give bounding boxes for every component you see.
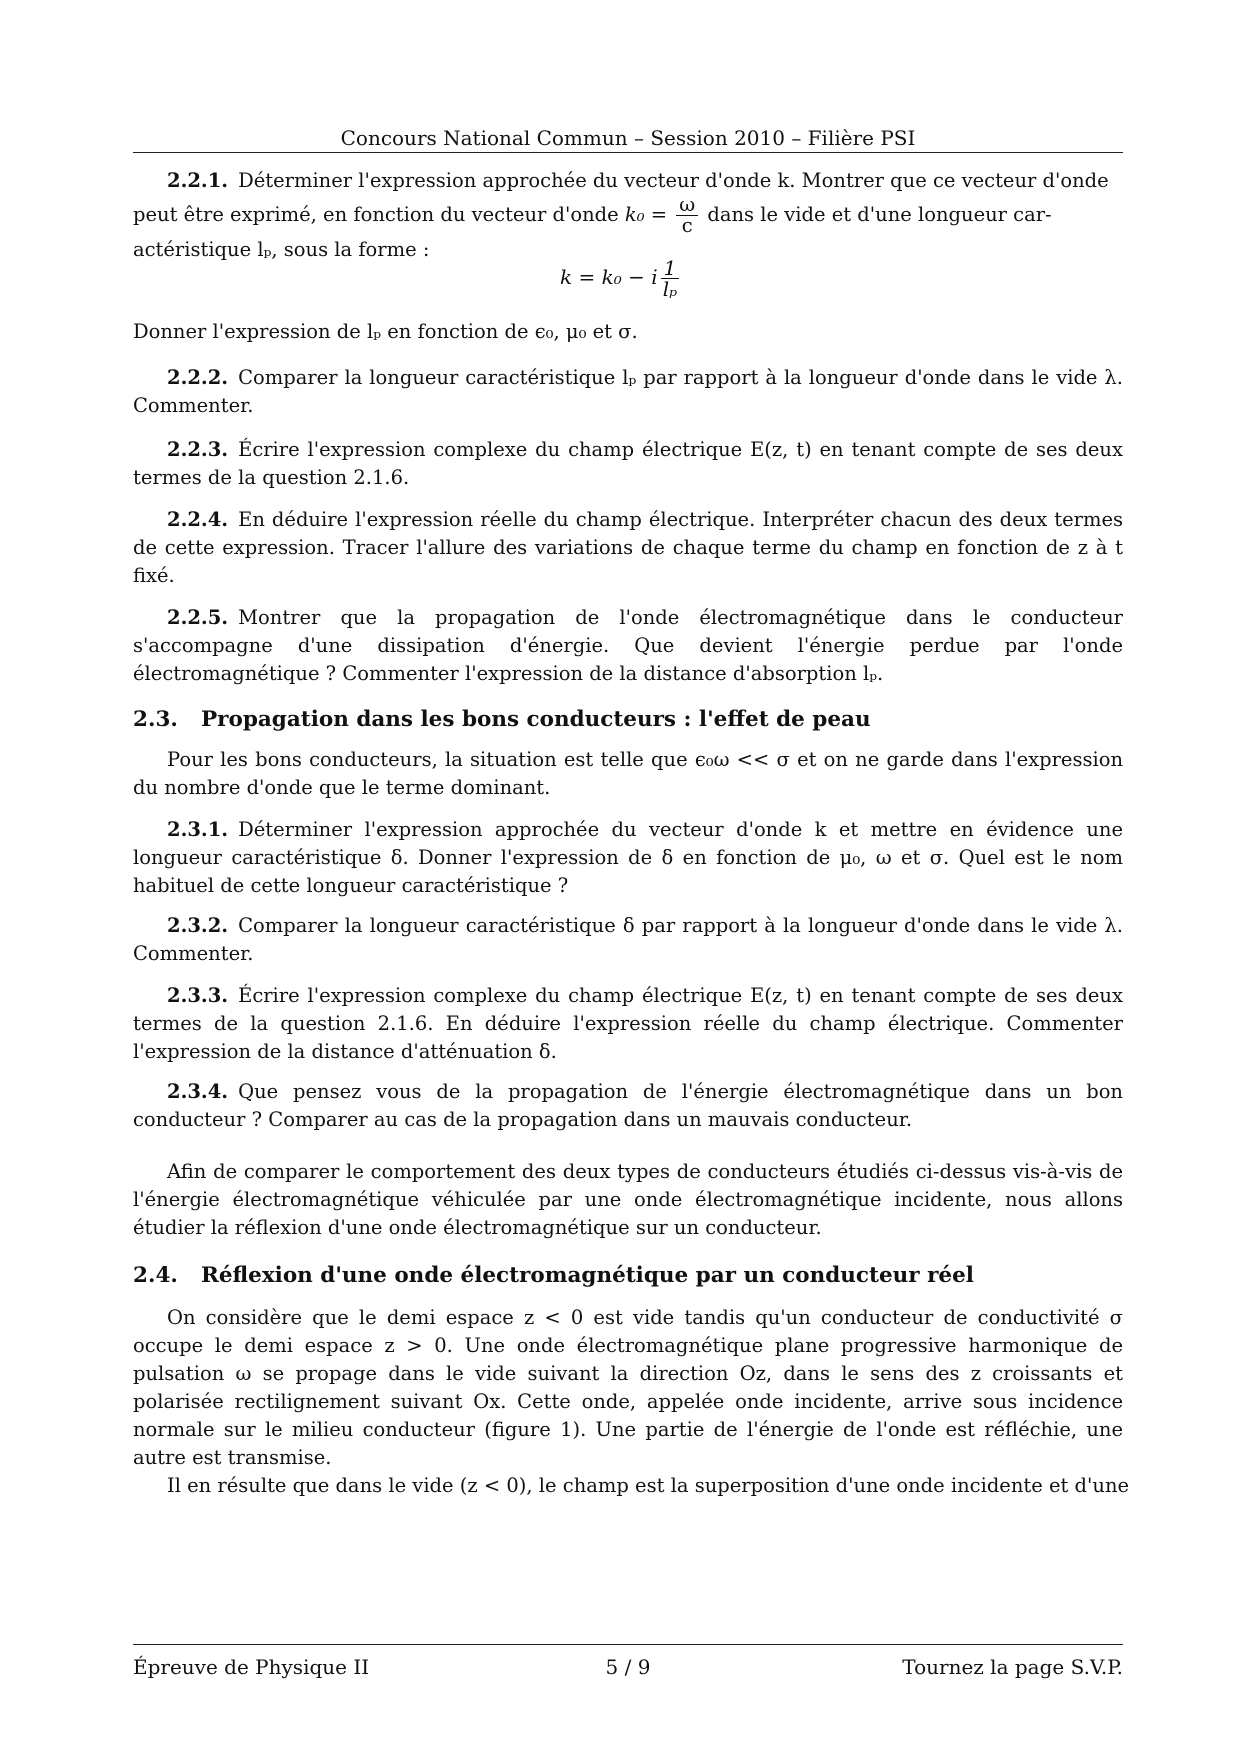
footer-right: Tournez la page S.V.P. <box>902 1655 1123 1679</box>
question-text-line3: actéristique lₚ, sous la forme : <box>133 238 430 261</box>
question-2-2-2 <box>133 364 1123 420</box>
section-number: 2.4. <box>133 1263 178 1288</box>
paragraph-text: Afin de comparer le comportement des deux types de conducteurs étudiés ci-dessus vis-à-vis de l'énergie électromagnétique véhiculée par une onde électromagnétique incidente, nous allons étudier la réflexion d'une onde électromagnétique sur un conducteur. <box>133 1160 1123 1239</box>
paragraph-text-continued: Il en résulte que dans le vide (z < 0), le champ est la superposition d'une onde incidente et d'une <box>167 1474 1130 1497</box>
footer-rule <box>133 1644 1123 1645</box>
section-heading-2-4 <box>133 1262 1123 1290</box>
page-header: Concours National Commun – Session 2010 – Filière PSI <box>340 126 916 150</box>
question-number: 2.3.2. <box>167 914 229 937</box>
question-number: 2.3.1. <box>167 818 229 841</box>
section-number: 2.3. <box>133 707 178 732</box>
question-number: 2.2.2. <box>167 366 229 389</box>
question-2-2-5 <box>133 604 1123 688</box>
question-text-line4: Donner l'expression de lₚ en fonction de ϵ₀, μ₀ et σ. <box>133 320 638 343</box>
section-title: Réflexion d'une onde électromagnétique par un conducteur réel <box>201 1263 974 1288</box>
formula-denominator: lₚ <box>662 277 678 301</box>
paragraph-2-4 <box>133 1304 1130 1500</box>
question-2-3-4 <box>133 1078 1123 1134</box>
question-text-line1: Déterminer l'expression approchée du vecteur d'onde k. Montrer que ce vecteur d'onde <box>238 169 1109 192</box>
question-2-3-3 <box>133 982 1123 1066</box>
question-2-2-1 <box>133 167 1123 264</box>
question-text-line2b: dans le vide et d'une longueur car- <box>707 203 1052 226</box>
question-2-2-3 <box>133 436 1123 492</box>
question-text-line2a: peut être exprimé, en fonction du vecteur d'onde <box>133 203 619 226</box>
formula-numerator: 1 <box>661 258 680 279</box>
question-text: Montrer que la propagation de l'onde électromagnétique dans le conducteur s'accompagne d'une dissipation d'énergie. Que devient l'énergie perdue par l'onde électromagnétique ? Commenter l'expression de la distance d'absorption lₚ. <box>133 606 1123 685</box>
question-text: Comparer la longueur caractéristique δ par rapport à la longueur d'onde dans le vide λ. Commenter. <box>133 914 1123 965</box>
question-number: 2.2.3. <box>167 438 229 461</box>
paragraph-text: Pour les bons conducteurs, la situation est telle que ϵ₀ω << σ et on ne garde dans l'expression du nombre d'onde que le terme dominant. <box>133 748 1123 799</box>
section-heading-2-3 <box>133 706 1123 734</box>
question-number: 2.2.5. <box>167 606 229 629</box>
question-text: Écrire l'expression complexe du champ électrique E(z, t) en tenant compte de ses deux termes de la question 2.1.6. <box>133 438 1123 489</box>
question-2-2-1-end <box>133 318 1123 346</box>
question-text: Écrire l'expression complexe du champ électrique E(z, t) en tenant compte de ses deux termes de la question 2.1.6. En déduire l'expression réelle du champ électrique. Commenter l'expression de la distance d'atténuation δ. <box>133 984 1123 1063</box>
question-number: 2.3.3. <box>167 984 229 1007</box>
header-rule <box>133 152 1123 153</box>
question-2-2-4 <box>133 506 1123 590</box>
paragraph-2-3 <box>133 746 1123 802</box>
section-title: Propagation dans les bons conducteurs : l'effet de peau <box>201 707 871 732</box>
k0-symbol: k₀ = <box>624 203 668 226</box>
question-text: En déduire l'expression réelle du champ électrique. Interpréter chacun des deux termes de cette expression. Tracer l'allure des variations de chaque terme du champ en fonction de z à t fixé. <box>133 508 1123 587</box>
fraction-denominator: c <box>681 214 693 237</box>
question-number: 2.2.1. <box>167 169 229 192</box>
formula-fraction <box>661 258 680 299</box>
paragraph-text: On considère que le demi espace z < 0 est vide tandis qu'un conducteur de conductivité σ occupe le demi espace z > 0. Une onde électromagnétique plane progressive harmonique de pulsation ω se propage dans le vide suivant la direction Oz, dans le sens des z croissants et polarisée rectilignement suivant Ox. Cette onde, appelée onde incidente, arrive sous incidence normale sur le milieu conducteur (figure 1). Une partie de l'énergie de l'onde est réfléchie, une autre est transmise. <box>133 1306 1123 1469</box>
paragraph-transition <box>133 1158 1123 1242</box>
question-text: Que pensez vous de la propagation de l'énergie électromagnétique dans un bon conducteur ? Comparer au cas de la propagation dans un mauvais conducteur. <box>133 1080 1123 1131</box>
omega-over-c-fraction <box>676 195 698 236</box>
question-number: 2.2.4. <box>167 508 229 531</box>
fraction-numerator: ω <box>676 195 698 216</box>
question-text: Comparer la longueur caractéristique lₚ par rapport à la longueur d'onde dans le vide λ. Commenter. <box>133 366 1123 417</box>
formula-k <box>560 258 682 299</box>
footer-left: Épreuve de Physique II <box>133 1655 370 1679</box>
formula-left: k = k₀ − i <box>560 265 658 289</box>
page-number: 5 / 9 <box>605 1655 651 1679</box>
question-2-3-1 <box>133 816 1123 900</box>
question-number: 2.3.4. <box>167 1080 229 1103</box>
question-text: Déterminer l'expression approchée du vecteur d'onde k et mettre en évidence une longueur caractéristique δ. Donner l'expression de δ en fonction de μ₀, ω et σ. Quel est le nom habituel de cette longueur caractéristique ? <box>133 818 1123 897</box>
question-2-3-2 <box>133 912 1123 968</box>
